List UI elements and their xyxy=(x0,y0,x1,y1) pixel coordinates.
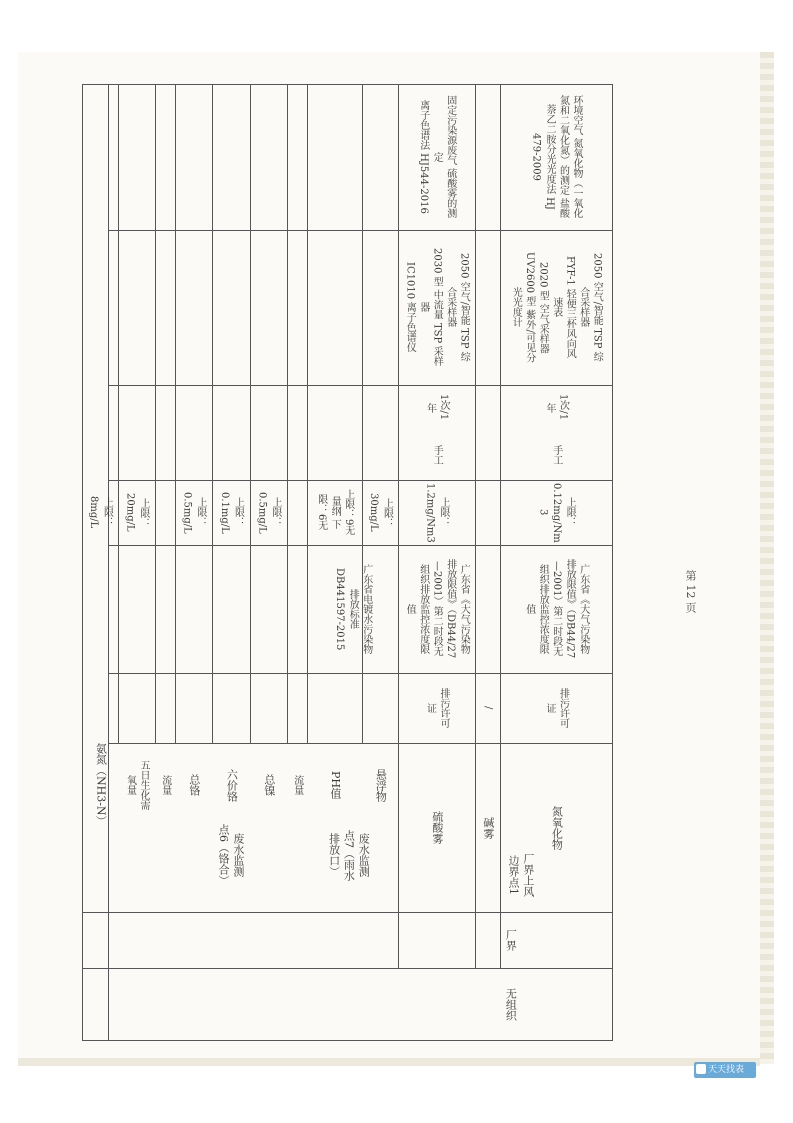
limit-bod5: 上限： 20mg/L xyxy=(124,493,149,532)
method-nox: 环境空气 氮氧化物（一氧化 氮和二氧化氮）的测定 盐酸 萘乙二胺分光光度法 HJ 479-2009 xyxy=(530,95,582,219)
limit-hexavalent-chromium: 上限： 0.1mg/L xyxy=(219,491,244,534)
item-nitrogen-oxides: 氮氧化物 xyxy=(550,805,564,850)
category-unorganized: 无组织 xyxy=(504,987,518,1021)
instrument-h2so4: 2050 空气/智能 TSP 综 合采样器 2030 型 中流量 TSP 采样 器 IC1010 离子色谱仪 xyxy=(404,248,470,367)
item-flow-1: 流量 xyxy=(159,775,171,795)
method-h2so4: 固定污染源废气 硫酸雾的测 定 离子色谱法 HJ544-2016 xyxy=(417,95,456,219)
item-hexavalent-chromium: 六价铬 xyxy=(225,768,239,802)
item-suspended-solids: 悬浮物 xyxy=(374,768,388,802)
item-ph: PH值 xyxy=(328,771,342,799)
frequency-nox: 1次/1 年 xyxy=(544,394,569,421)
basis-slash-alkali: / xyxy=(482,706,494,710)
basis-permit-h2so4: 排污许可 证 xyxy=(424,688,449,728)
category-boundary: 厂界 xyxy=(504,929,518,951)
instrument-nox: 2050 空气/智能 TSP 综 合采样器 FYF-1 轻便三杯风向风 速表 2020 型 空气采样器 UV2600 型 紫外/可见分 光光度计 xyxy=(510,252,603,363)
page-number: 第 12 页 xyxy=(684,570,697,613)
limit-ammonia: 上限： 8mg/L xyxy=(88,496,113,529)
item-sulfuric-acid-mist: 硫酸雾 xyxy=(430,811,444,844)
standard-air-nox: 广东省《大气污染物 排放限值》（DB44/27 —2001）第二时段无 组织排放监控浓度限 值 xyxy=(523,559,589,659)
standard-air-h2so4: 广东省《大气污染物 排放限值》（DB44/27 —2001）第二时段无 组织排放监控浓度限 值 xyxy=(404,559,470,659)
item-bod5: 五日生化需 氧量 xyxy=(124,760,149,810)
basis-permit-nox: 排污许可 证 xyxy=(544,688,569,728)
limit-sulfuric-acid: 上限： 1.2mg/Nm3 xyxy=(424,482,449,543)
limit-total-nickel: 上限： 0.5mg/L xyxy=(256,491,281,534)
item-total-nickel: 总镍 xyxy=(262,774,276,796)
standard-water: 广东省电镀水污染物 排放标准 DB441597-2015 xyxy=(333,564,372,654)
item-total-chromium: 总铬 xyxy=(187,774,201,796)
limit-total-chromium: 上限： 0.5mg/L xyxy=(181,491,206,534)
mode-manual-nox: 手工 xyxy=(550,445,562,465)
item-alkali-mist: 碱雾 xyxy=(481,816,495,839)
point-boundary-1: 厂界上风 边界点1 xyxy=(507,853,535,897)
limit-suspended-solids: 上限： 30mg/L xyxy=(368,493,393,532)
point-wastewater-6: 废水监测 点6（铬合） xyxy=(217,824,245,886)
item-ammonia: 氨氮（NH3-N） xyxy=(94,743,108,827)
point-wastewater-7: 废水监测 点7（雨水 排放口） xyxy=(327,829,371,881)
watermark-icon xyxy=(696,1064,706,1074)
mode-manual-h2so4: 手工 xyxy=(431,445,443,465)
item-flow-2: 流量 xyxy=(291,775,303,795)
limit-ph: 上限：9无 量纲 下 限：6无 xyxy=(315,489,354,536)
watermark-badge: 天天找表 xyxy=(694,1062,756,1078)
frequency-h2so4: 1次/1 年 xyxy=(424,394,449,421)
limit-nitrogen-oxides: 上限： 0.12mg/Nm 3 xyxy=(537,482,576,543)
